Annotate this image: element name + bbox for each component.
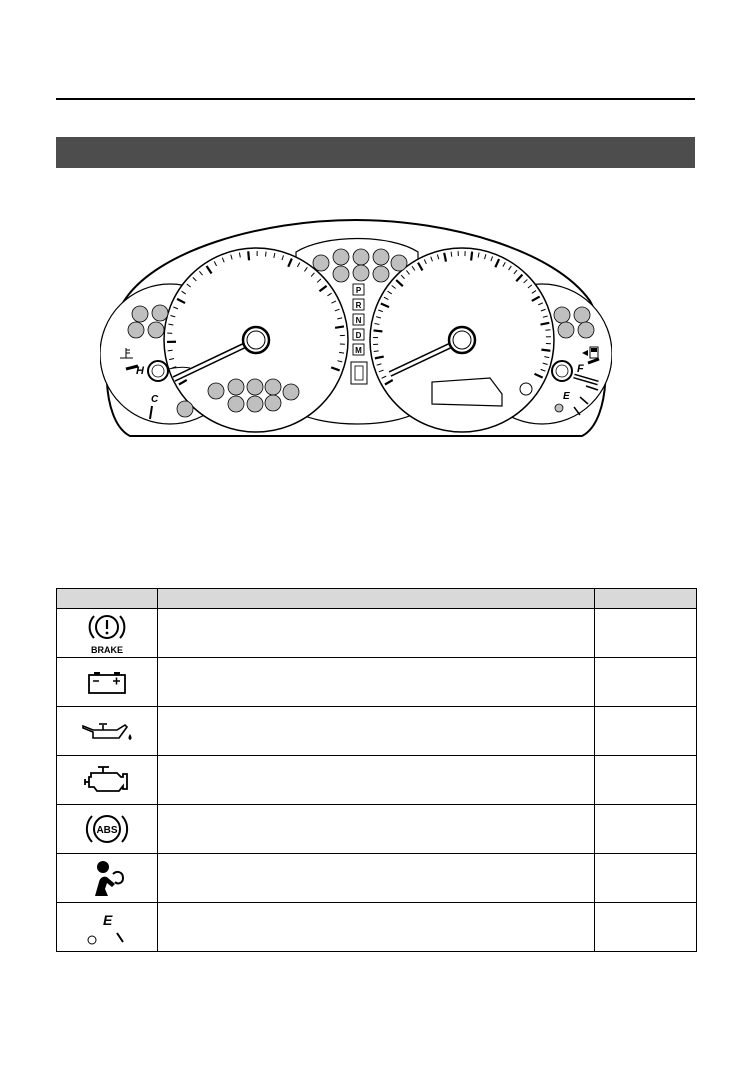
- row-reference: [595, 805, 697, 854]
- warning-lights-table: [56, 588, 697, 952]
- table-row: [57, 609, 697, 658]
- gauge-tick: [374, 351, 379, 352]
- gear-label-m: M: [355, 346, 362, 355]
- speedometer: [370, 248, 554, 432]
- table-row: [57, 903, 697, 952]
- gauge-tick: [266, 252, 267, 257]
- gauge-tick: [541, 350, 550, 351]
- gauge-tick: [451, 252, 452, 257]
- gauge-tick: [545, 330, 550, 331]
- gear-label-p: P: [355, 286, 362, 295]
- instrument-cluster-illustration: [100, 216, 612, 448]
- oil-pressure-icon: [77, 716, 137, 746]
- abs-warning-icon: [77, 809, 137, 849]
- table-row: [57, 854, 697, 903]
- row-reference: [595, 756, 697, 805]
- row-description: [158, 707, 595, 756]
- check-engine-icon: [77, 763, 137, 797]
- gauge-tick: [335, 326, 344, 327]
- header-rule: [56, 98, 695, 100]
- brake-icon-label: BRAKE: [90, 645, 124, 655]
- gauge-tick: [248, 251, 249, 260]
- header-reference: [595, 589, 697, 609]
- row-description: [158, 805, 595, 854]
- gear-label-d: D: [355, 331, 362, 340]
- gauge-tick: [374, 330, 383, 331]
- row-description: [158, 903, 595, 952]
- low-fuel-icon-label: E: [103, 912, 113, 928]
- brake-warning-icon: [77, 611, 137, 655]
- header-indicator: [57, 589, 158, 609]
- table-row: [57, 805, 697, 854]
- temp-hot-label: H: [136, 365, 144, 377]
- abs-icon-label: ABS: [96, 825, 118, 836]
- row-reference: [595, 854, 697, 903]
- battery-charge-icon: [77, 667, 137, 697]
- fuel-full-label: F: [577, 363, 584, 375]
- header-description: [158, 589, 595, 609]
- section-title-band: [56, 137, 695, 168]
- gauge-tick: [471, 252, 472, 261]
- temp-cold-label: C: [151, 394, 159, 405]
- airbag-icon: [77, 858, 137, 898]
- gear-label-r: R: [355, 301, 362, 310]
- gauge-tick: [168, 350, 173, 351]
- table-row: [57, 756, 697, 805]
- row-description: [158, 658, 595, 707]
- row-description: [158, 756, 595, 805]
- table-row: [57, 658, 697, 707]
- row-reference: [595, 707, 697, 756]
- table-row: [57, 707, 697, 756]
- fuel-empty-label: E: [563, 391, 570, 402]
- low-fuel-icon: [77, 907, 137, 947]
- row-reference: [595, 609, 697, 658]
- row-reference: [595, 658, 697, 707]
- row-reference: [595, 903, 697, 952]
- row-description: [158, 609, 595, 658]
- gear-label-n: N: [355, 316, 362, 325]
- table-header-row: [57, 589, 697, 609]
- row-description: [158, 854, 595, 903]
